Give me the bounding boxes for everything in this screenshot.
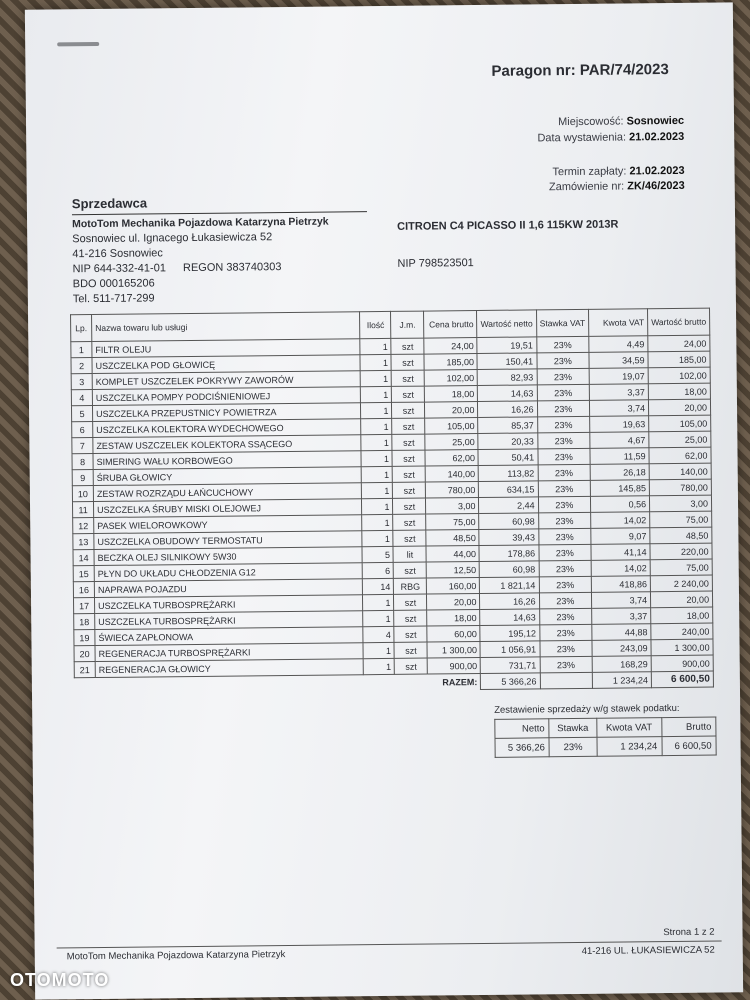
row-price: 60,00 (427, 625, 480, 642)
row-lp: 21 (74, 662, 95, 678)
order-line (549, 180, 685, 193)
row-vat: 19,63 (590, 416, 649, 433)
row-net: 85,37 (478, 417, 537, 434)
seller-address-1: Sosnowiec ul. Ignacego Łukasiewicza 52 (72, 231, 273, 246)
row-qty: 1 (361, 450, 392, 466)
row-gross: 3,00 (650, 495, 712, 512)
row-lp: 11 (72, 502, 93, 518)
row-rate: 23% (540, 640, 593, 657)
row-unit: szt (393, 498, 426, 514)
row-name: USZCZELKA ŚRUBY MISKI OLEJOWEJ (93, 499, 362, 518)
row-price: 105,00 (425, 418, 478, 435)
row-unit: szt (393, 514, 426, 530)
col-unit: J.m. (391, 311, 424, 338)
row-lp: 2 (71, 358, 92, 374)
row-net: 19,51 (477, 337, 536, 354)
row-vat: 19,07 (589, 368, 648, 385)
row-net: 60,98 (480, 561, 539, 578)
row-gross: 48,50 (650, 527, 712, 544)
row-vat: 3,37 (589, 384, 648, 401)
issue-date-line (537, 131, 684, 145)
row-vat: 3,74 (590, 400, 649, 417)
row-vat: 9,07 (591, 528, 650, 545)
row-unit: szt (394, 642, 427, 658)
row-price: 20,00 (425, 402, 478, 419)
row-lp: 12 (73, 518, 94, 534)
col-gross: Wartość brutto (648, 308, 710, 336)
row-qty: 1 (362, 466, 393, 482)
buyer-car: CITROEN C4 PICASSO II 1,6 115KW 2013R (397, 218, 619, 233)
footer-address: 41-216 UL. ŁUKASIEWICZA 52 (581, 944, 715, 957)
payment-date-value: 21.02.2023 (629, 164, 685, 178)
row-name: ŚRUBA GŁOWICY (93, 467, 362, 486)
issue-date-label: Data wystawienia: (537, 131, 627, 145)
row-gross: 105,00 (649, 415, 711, 432)
row-rate: 23% (537, 400, 590, 417)
row-name: ZESTAW USZCZELEK KOLEKTORA SSĄCEGO (93, 435, 362, 454)
items-table (70, 308, 714, 695)
seller-address-2: 41-216 Sosnowiec (72, 247, 163, 261)
row-rate: 23% (538, 480, 591, 497)
row-unit: szt (395, 658, 428, 674)
row-rate: 23% (537, 416, 590, 433)
summary-gross: 6 600,50 (662, 736, 716, 756)
row-qty: 1 (363, 610, 394, 626)
row-qty: 14 (363, 578, 394, 594)
summary-value-row (495, 736, 716, 757)
row-gross: 62,00 (649, 447, 711, 464)
row-gross: 900,00 (651, 655, 713, 672)
place-value: Sosnowiec (626, 114, 685, 128)
place-label: Miejscowość: (558, 115, 624, 129)
totals-rate-empty (540, 672, 593, 689)
row-unit: szt (392, 402, 425, 418)
row-gross: 780,00 (649, 479, 711, 496)
col-price: Cena brutto (424, 311, 477, 339)
row-lp: 19 (74, 630, 95, 646)
row-rate: 23% (537, 448, 590, 465)
row-name: USZCZELKA POMPY PODCIŚNIENIOWEJ (92, 387, 361, 406)
row-net: 60,98 (479, 513, 538, 530)
seller-bdo: BDO 000165206 (72, 277, 155, 291)
row-gross: 2 240,00 (650, 575, 712, 592)
row-lp: 9 (72, 470, 93, 486)
row-price: 140,00 (426, 466, 479, 483)
receipt-title: Paragon nr: PAR/74/2023 (491, 60, 669, 80)
row-name: PASEK WIELOROWKOWY (94, 515, 363, 534)
row-price: 102,00 (425, 370, 478, 387)
row-unit: szt (393, 466, 426, 482)
row-vat: 168,29 (592, 656, 651, 673)
row-gross: 25,00 (649, 431, 711, 448)
row-qty: 1 (363, 594, 394, 610)
row-lp: 15 (73, 566, 94, 582)
row-qty: 1 (361, 434, 392, 450)
row-unit: RBG (394, 578, 427, 594)
row-name: USZCZELKA POD GŁOWICĘ (92, 355, 361, 374)
row-name: USZCZELKA OBUDOWY TERMOSTATU (94, 531, 363, 550)
seller-heading: Sprzedawca (71, 195, 148, 212)
row-lp: 5 (71, 406, 92, 422)
row-rate: 23% (539, 624, 592, 641)
row-rate: 23% (538, 512, 591, 529)
row-price: 62,00 (425, 450, 478, 467)
summary-caption: Zestawienie sprzedaży w/g stawek podatku: (494, 702, 680, 716)
row-gross: 75,00 (650, 511, 712, 528)
staple (57, 42, 99, 46)
receipt-paper (25, 2, 743, 999)
row-price: 3,00 (426, 498, 479, 515)
row-price: 900,00 (428, 657, 481, 674)
row-net: 113,82 (479, 465, 538, 482)
row-price: 18,00 (427, 610, 480, 627)
col-qty: Ilość (360, 311, 391, 338)
row-vat: 44,88 (592, 624, 651, 641)
order-label: Zamówienie nr: (548, 180, 625, 194)
row-rate: 23% (537, 384, 590, 401)
row-name: USZCZELKA KOLEKTORA WYDECHOWEGO (93, 419, 362, 438)
row-name: USZCZELKA TURBOSPRĘŻARKI (95, 611, 364, 630)
row-vat: 3,74 (592, 592, 651, 609)
summary-vat: 1 234,24 (597, 737, 662, 757)
row-net: 195,12 (480, 625, 539, 642)
row-unit: szt (392, 370, 425, 386)
row-rate: 23% (538, 496, 591, 513)
summary-head-gross: Brutto (661, 717, 715, 737)
row-lp: 10 (72, 486, 93, 502)
row-rate: 23% (539, 592, 592, 609)
row-price: 48,50 (426, 530, 479, 547)
row-gross: 240,00 (651, 623, 713, 640)
row-net: 634,15 (479, 481, 538, 498)
row-name: NAPRAWA POJAZDU (94, 579, 363, 598)
seller-nip: NIP 644-332-41-01 (72, 262, 166, 276)
footer-company: MotoTom Mechanika Pojazdowa Katarzyna Pietrzyk (66, 949, 286, 963)
row-unit: szt (394, 626, 427, 642)
row-lp: 7 (72, 438, 93, 454)
row-net: 178,86 (479, 545, 538, 562)
row-net: 20,33 (478, 433, 537, 450)
row-gross: 75,00 (650, 559, 712, 576)
payment-date-label: Termin zapłaty: (552, 165, 627, 179)
row-qty: 1 (363, 642, 394, 658)
row-net: 82,93 (478, 369, 537, 386)
row-name: ZESTAW ROZRZĄDU ŁAŃCUCHOWY (93, 483, 362, 502)
row-rate: 23% (536, 336, 589, 353)
row-rate: 23% (537, 432, 590, 449)
row-lp: 16 (73, 582, 94, 598)
row-vat: 3,37 (592, 608, 651, 625)
row-price: 75,00 (426, 514, 479, 531)
row-unit: lit (393, 546, 426, 562)
row-net: 150,41 (477, 353, 536, 370)
row-net: 1 056,91 (480, 641, 539, 658)
otomoto-watermark: OTOMOTO (10, 970, 110, 990)
row-price: 44,00 (426, 546, 479, 563)
totals-vat: 1 234,24 (592, 672, 651, 689)
row-price: 160,00 (427, 578, 480, 595)
row-rate: 23% (538, 528, 591, 545)
row-gross: 102,00 (648, 367, 710, 384)
row-rate: 23% (537, 368, 590, 385)
row-qty: 1 (364, 658, 395, 674)
row-unit: szt (393, 482, 426, 498)
summary-head-vat: Kwota VAT (596, 718, 661, 738)
col-name: Nazwa towaru lub usługi (92, 312, 361, 342)
row-vat: 14,02 (591, 512, 650, 529)
row-gross: 24,00 (648, 335, 710, 352)
row-price: 18,00 (425, 386, 478, 403)
row-vat: 0,56 (591, 496, 650, 513)
row-name: KOMPLET USZCZELEK POKRYWY ZAWORÓW (92, 371, 361, 390)
row-name: REGENERACJA TURBOSPRĘŻARKI (95, 643, 364, 662)
row-price: 12,50 (427, 562, 480, 579)
row-lp: 14 (73, 550, 94, 566)
row-qty: 1 (362, 514, 393, 530)
summary-header-row (495, 717, 716, 738)
summary-head-rate: Stawka (549, 718, 597, 737)
row-name: USZCZELKA TURBOSPRĘŻARKI (94, 595, 363, 614)
row-qty: 1 (360, 338, 391, 354)
row-name: USZCZELKA PRZEPUSTNICY POWIETRZA (92, 403, 361, 422)
row-net: 16,26 (480, 593, 539, 610)
row-unit: szt (393, 530, 426, 546)
buyer-nip: NIP 798523501 (397, 257, 474, 270)
seller-name: MotoTom Mechanika Pojazdowa Katarzyna Pietrzyk (72, 215, 329, 231)
row-lp: 17 (73, 598, 94, 614)
row-name: PŁYN DO UKŁADU CHŁODZENIA G12 (94, 563, 363, 582)
row-qty: 5 (362, 546, 393, 562)
row-gross: 185,00 (648, 351, 710, 368)
row-net: 16,26 (478, 401, 537, 418)
row-gross: 20,00 (651, 591, 713, 608)
row-qty: 1 (361, 386, 392, 402)
row-vat: 11,59 (590, 448, 649, 465)
row-unit: szt (392, 434, 425, 450)
row-rate: 23% (538, 464, 591, 481)
row-qty: 1 (362, 482, 393, 498)
row-lp: 3 (71, 374, 92, 390)
row-rate: 23% (538, 544, 591, 561)
row-vat: 34,59 (589, 352, 648, 369)
row-price: 24,00 (424, 338, 477, 355)
row-price: 25,00 (425, 434, 478, 451)
row-name: ŚWIECA ZAPŁONOWA (95, 627, 364, 646)
row-qty: 1 (361, 402, 392, 418)
row-qty: 1 (360, 354, 391, 370)
row-vat: 243,09 (592, 640, 651, 657)
row-vat: 418,86 (591, 576, 650, 593)
row-name: FILTR OLEJU (92, 339, 361, 358)
row-lp: 8 (72, 454, 93, 470)
row-price: 780,00 (426, 482, 479, 499)
col-lp: Lp. (71, 315, 92, 342)
row-gross: 140,00 (649, 463, 711, 480)
row-gross: 18,00 (648, 383, 710, 400)
row-gross: 220,00 (650, 543, 712, 560)
order-value: ZK/46/2023 (627, 179, 685, 193)
row-gross: 1 300,00 (651, 639, 713, 656)
row-price: 1 300,00 (427, 641, 480, 658)
row-qty: 1 (362, 530, 393, 546)
row-lp: 18 (74, 614, 95, 630)
row-gross: 20,00 (649, 399, 711, 416)
row-unit: szt (394, 562, 427, 578)
seller-block (72, 215, 329, 308)
summary-rate: 23% (549, 737, 597, 756)
row-price: 185,00 (424, 354, 477, 371)
row-qty: 6 (363, 562, 394, 578)
row-rate: 23% (536, 352, 589, 369)
row-qty: 1 (362, 498, 393, 514)
row-unit: szt (391, 354, 424, 370)
row-rate: 23% (539, 576, 592, 593)
row-lp: 20 (74, 646, 95, 662)
totals-net: 5 366,26 (481, 673, 540, 690)
row-gross: 18,00 (651, 607, 713, 624)
row-unit: szt (392, 418, 425, 434)
row-lp: 13 (73, 534, 94, 550)
row-net: 39,43 (479, 529, 538, 546)
row-unit: szt (394, 610, 427, 626)
summary-net: 5 366,26 (495, 738, 549, 758)
row-lp: 6 (72, 422, 93, 438)
row-unit: szt (392, 386, 425, 402)
footer-page: Strona 1 z 2 (663, 926, 715, 939)
seller-regon: REGON 383740303 (182, 261, 282, 275)
row-net: 14,63 (478, 385, 537, 402)
row-rate: 23% (539, 560, 592, 577)
row-net: 2,44 (479, 497, 538, 514)
row-vat: 145,85 (590, 480, 649, 497)
seller-tel: Tel. 511-717-299 (72, 292, 155, 306)
row-name: BECZKA OLEJ SILNIKOWY 5W30 (94, 547, 363, 566)
col-net: Wartość netto (477, 310, 536, 338)
row-qty: 1 (361, 370, 392, 386)
row-net: 50,41 (478, 449, 537, 466)
row-qty: 1 (361, 418, 392, 434)
row-vat: 26,18 (590, 464, 649, 481)
row-lp: 4 (71, 390, 92, 406)
col-vat: Kwota VAT (589, 309, 648, 337)
row-net: 1 821,14 (480, 577, 539, 594)
issue-date-value: 21.02.2023 (629, 130, 685, 144)
row-vat: 41,14 (591, 544, 650, 561)
payment-date-line (552, 165, 684, 178)
row-unit: szt (394, 594, 427, 610)
items-body (71, 335, 713, 678)
summary-head-net: Netto (495, 719, 549, 739)
totals-gross: 6 600,50 (651, 671, 713, 688)
row-net: 731,71 (481, 657, 540, 674)
row-vat: 4,67 (590, 432, 649, 449)
row-net: 14,63 (480, 609, 539, 626)
row-rate: 23% (540, 656, 593, 673)
totals-label: RAZEM: (442, 676, 478, 688)
row-unit: szt (392, 450, 425, 466)
summary-table (494, 717, 716, 758)
row-vat: 14,02 (591, 560, 650, 577)
row-rate: 23% (539, 608, 592, 625)
place-line (558, 115, 684, 128)
col-rate: Stawka VAT (536, 309, 589, 337)
row-vat: 4,49 (589, 336, 648, 353)
row-name: REGENERACJA GŁOWICY (95, 659, 364, 678)
row-lp: 1 (71, 342, 92, 358)
row-qty: 4 (363, 626, 394, 642)
row-unit: szt (391, 338, 424, 354)
row-price: 20,00 (427, 594, 480, 611)
row-name: SIMERING WAŁU KORBOWEGO (93, 451, 362, 470)
